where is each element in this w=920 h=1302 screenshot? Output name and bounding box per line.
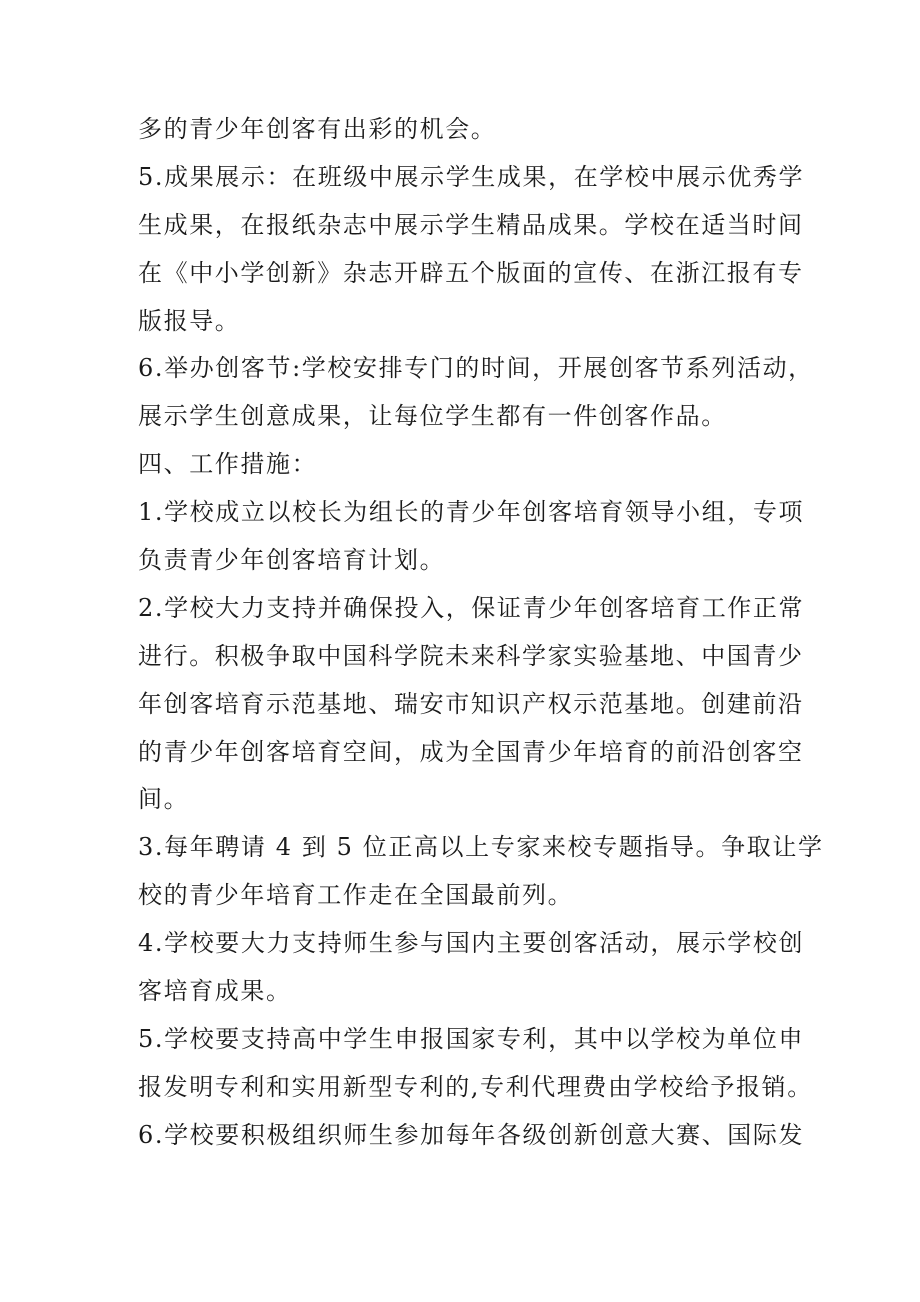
text-line: 客培育成果。 [138,977,292,1006]
text-line: 的青少年创客培育空间，成为全国青少年培育的前沿创客空 [138,737,804,766]
section-heading: 四、工作措施： [138,450,318,479]
text-line: 报发明专利和实用新型专利的,专利代理费由学校给予报销。 [138,1072,813,1101]
text-line: 2.学校大力支持并确保投入，保证青少年创客培育工作正常 [138,593,805,622]
text-line: 5.成果展示：在班级中展示学生成果，在学校中展示优秀学 [138,162,805,191]
text-line: 负责青少年创客培育计划。 [138,546,446,575]
text-line: 6.举办创客节:学校安排专门的时间，开展创客节系列活动， [138,354,814,383]
text-line: 校的青少年培育工作走在全国最前列。 [138,881,574,910]
text-line: 展示学生创意成果，让每位学生都有一件创客作品。 [138,402,727,431]
text-line: 1.学校成立以校长为组长的青少年创客培育领导小组，专项 [138,498,805,527]
text-line: 4.学校要大力支持师生参与国内主要创客活动，展示学校创 [138,929,805,958]
text-line: 间。 [138,785,190,814]
text-line: 5.学校要支持高中学生申报国家专利，其中以学校为单位申 [138,1024,805,1053]
text-line: 6.学校要积极组织师生参加每年各级创新创意大赛、国际发 [138,1120,805,1149]
text-line: 在《中小学创新》杂志开辟五个版面的宣传、在浙江报有专 [138,258,804,287]
document-body [138,106,824,1160]
text-line: 生成果，在报纸杂志中展示学生精品成果。学校在适当时间 [138,210,804,239]
text-line: 年创客培育示范基地、瑞安市知识产权示范基地。创建前沿 [138,689,804,718]
text-line: 多的青少年创客有出彩的机会。 [138,115,497,143]
text-line: 3.每年聘请 4 到 5 位正高以上专家来校专题指导。争取让学 [138,833,824,862]
text-line: 进行。积极争取中国科学院未来科学家实验基地、中国青少 [138,641,804,670]
text-line: 版报导。 [138,306,241,335]
